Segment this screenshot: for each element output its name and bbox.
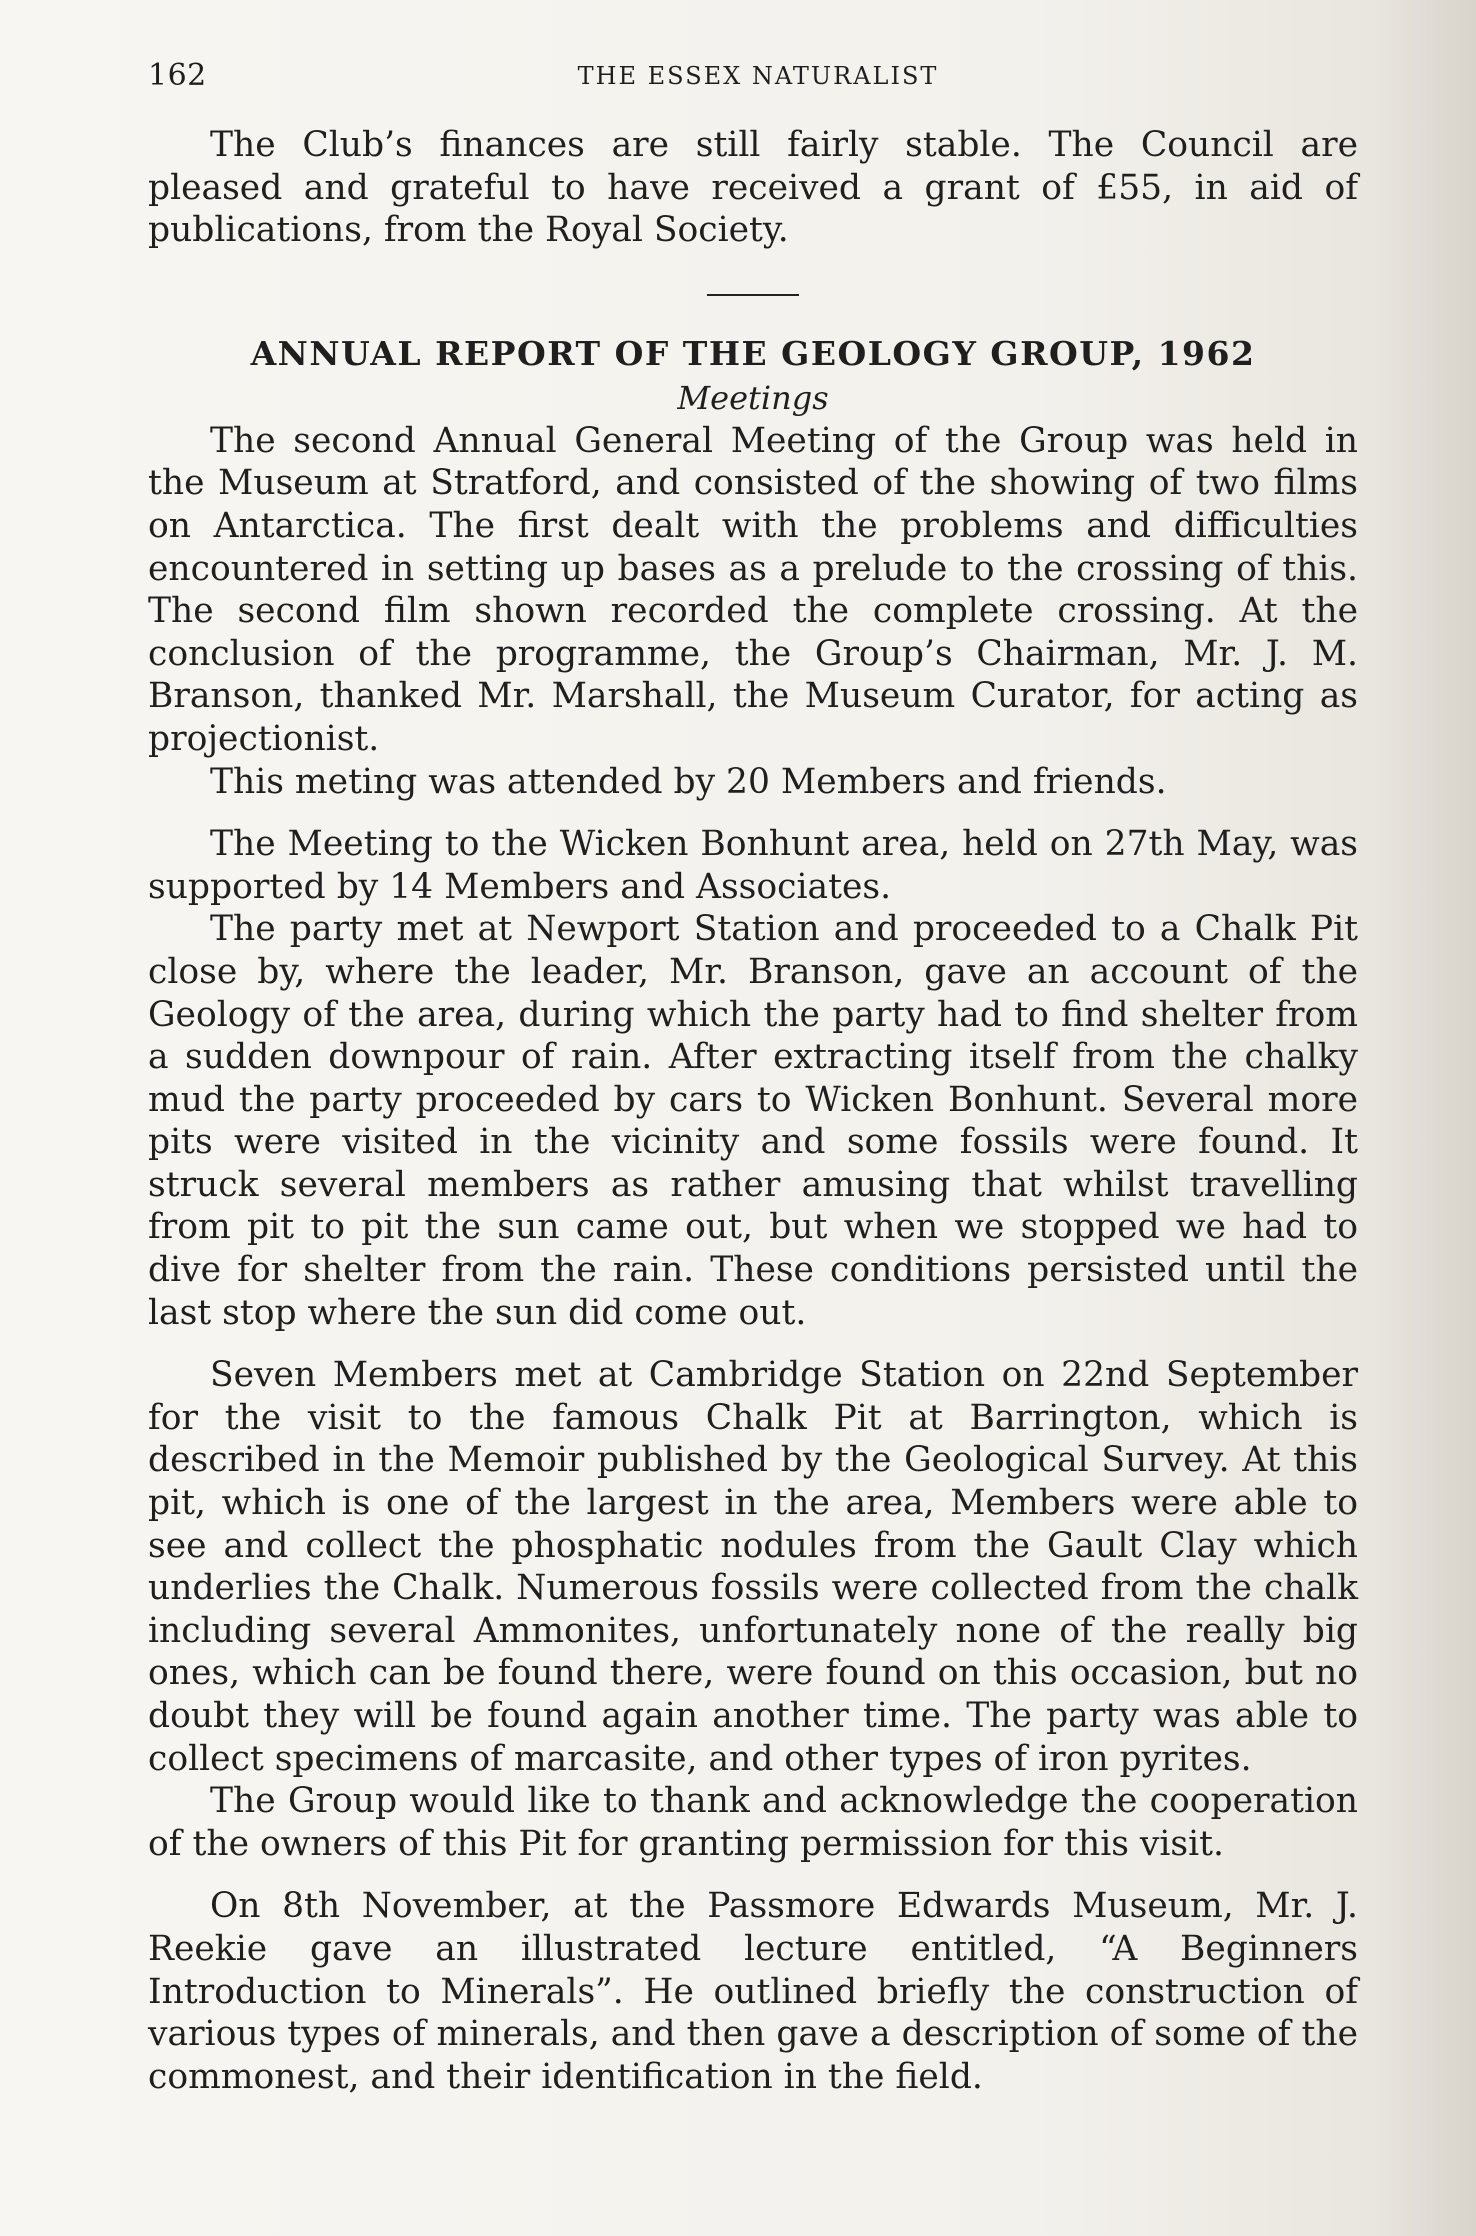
page-number: 162 [148,58,207,93]
report-paragraph: The party met at Newport Station and proceeded to a Chalk Pit close by, where the leader, Mr. Branson, gave an account of the Geology of the area, during which the party had to find shelter from a sudden downpour of rain. After extracting itself from the chalky mud the party proceeded by cars to Wicken Bonhunt. Several more pits were visited in the vicinity and some fossils were found. It struck several members as rather amusing that whilst travelling from pit to pit the sun came out, but when we stopped we had to dive for shelter from the rain. These conditions persisted until the last stop where the sun did come out. [148,909,1358,1333]
report-paragraph: The Meeting to the Wicken Bonhunt area, held on 27th May, was supported by 14 Members and Associates. [148,824,1358,907]
report-paragraph: The Group would like to thank and acknowledge the cooperation of the owners of this Pit for granting permission for this visit. [148,1781,1358,1864]
report-paragraph: This meting was attended by 20 Members and friends. [210,761,1167,802]
section-divider [707,294,799,296]
page-header [148,58,1368,98]
section-title: ANNUAL REPORT OF THE GEOLOGY GROUP, 1962 [250,333,1256,373]
intro-paragraph: The Club’s finances are still fairly stable. The Council are pleased and grateful to have received a grant of £55, in aid of publications, from the Royal Society. [148,125,1358,251]
page-body [148,124,1358,2098]
running-title: THE ESSEX NATURALIST [577,62,939,90]
section-subheading: Meetings [677,378,829,417]
report-paragraph: The second Annual General Meeting of the Group was held in the Museum at Stratford, and consisted of the showing of two films on Antarctica. The first dealt with the problems and difficulties encountered in setting up bases as a prelude to the crossing of this. The second film shown recorded the complete crossing. At the conclusion of the programme, the Group’s Chairman, Mr. J. M. Branson, thanked Mr. Marshall, the Museum Curator, for acting as projectionist. [148,420,1358,759]
report-paragraph: On 8th November, at the Passmore Edwards Museum, Mr. J. Reekie gave an illustrated lecture entitled, “A Beginners Introduction to Minerals”. He outlined briefly the construction of various types of minerals, and then gave a description of some of the commonest, and their identification in the field. [148,1886,1358,2097]
report-paragraph: Seven Members met at Cambridge Station on 22nd September for the visit to the famous Chalk Pit at Barrington, which is described in the Memoir published by the Geological Survey. At this pit, which is one of the largest in the area, Members were able to see and collect the phosphatic nodules from the Gault Clay which underlies the Chalk. Numerous fossils were collected from the chalk including several Ammonites, unfortunately none of the really big ones, which can be found there, were found on this occasion, but no doubt they will be found again another time. The party was able to collect specimens of marcasite, and other types of iron pyrites. [148,1355,1358,1779]
